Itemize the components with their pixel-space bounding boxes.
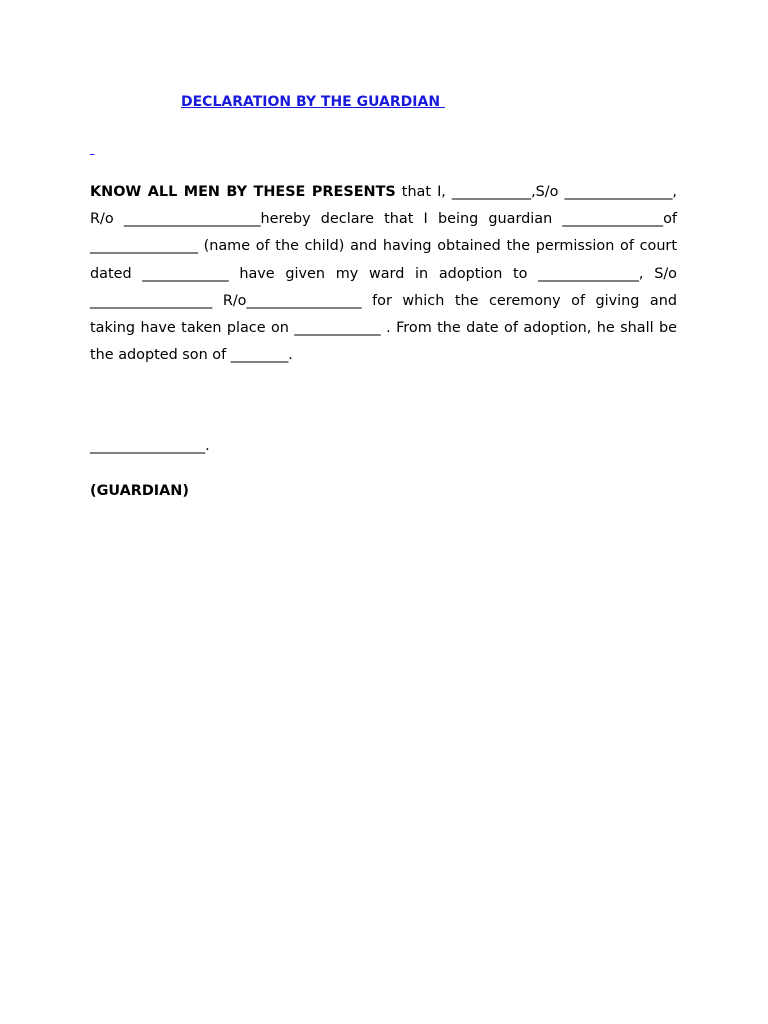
- declaration-paragraph: [90, 179, 677, 369]
- declaration-lead: KNOW ALL MEN BY THESE PRESENTS: [90, 184, 396, 200]
- document-title: DECLARATION BY THE GUARDIAN: [181, 94, 445, 110]
- stray-underline-mark: [90, 140, 94, 158]
- declaration-body: that I, ___________,S/o _______________, R/o ___________________hereby declare that I being guardian ______________of _______________ (name of the child) and having obtained the permission of court dated ____________ have given my ward in adoption to ______________, S/o _________________ R/o________________ for which the ceremony of giving and taking have taken place on ____________ . From the date of adoption, he shall be the adopted son of ________.: [90, 184, 677, 364]
- signature-line: ________________.: [90, 438, 210, 454]
- signatory-label: (GUARDIAN): [90, 483, 189, 499]
